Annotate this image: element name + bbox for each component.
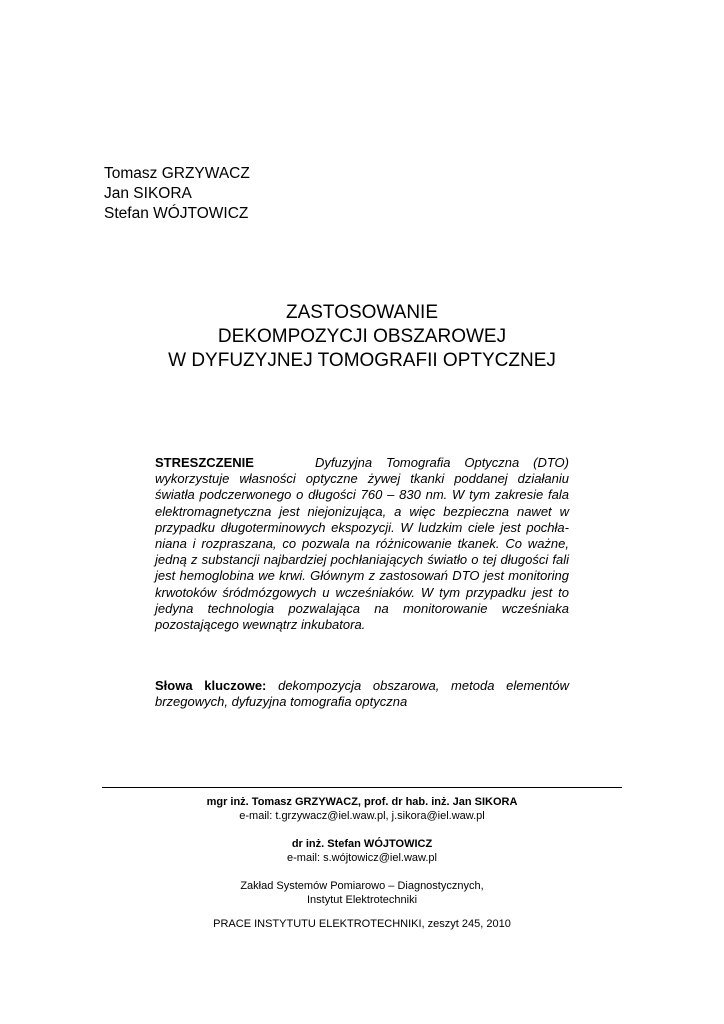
keywords-text: dekompozycja obszarowa, metoda elementów brzegowych, dyfuzyjna tomografia optyczna bbox=[155, 678, 569, 710]
author-name: Stefan WÓJTOWICZ bbox=[104, 205, 249, 222]
footer-author: dr inż. Stefan WÓJTOWICZ bbox=[291, 838, 433, 850]
author-name: Tomasz GRZYWACZ bbox=[104, 165, 250, 182]
author-name: Jan SIKORA bbox=[104, 185, 192, 202]
title-line: DEKOMPOZYCJI OBSZAROWEJ bbox=[217, 326, 507, 347]
title-line: W DYFUZYJNEJ TOMOGRAFII OPTYCZNEJ bbox=[168, 350, 556, 371]
footer-email: e-mail: s.wójtowicz@iel.waw.pl bbox=[287, 852, 437, 864]
abstract bbox=[155, 455, 569, 633]
footer-journal: PRACE INSTYTUTU ELEKTROTECHNIKI, zeszyt 245, 2010 bbox=[213, 918, 511, 930]
author-list bbox=[104, 164, 250, 224]
footer-authors: mgr inż. Tomasz GRZYWACZ, prof. dr hab. inż. Jan SIKORA bbox=[206, 796, 518, 808]
footnote-divider bbox=[102, 787, 622, 788]
footer-department: Zakład Systemów Pomiarowo – Diagnostycznych, bbox=[240, 880, 484, 892]
footer-email: e-mail: t.grzywacz@iel.waw.pl, j.sikora@iel.waw.pl bbox=[239, 810, 485, 822]
keywords-heading: Słowa kluczowe: bbox=[155, 678, 267, 693]
keywords bbox=[155, 678, 569, 710]
abstract-heading: STRESZCZENIE bbox=[155, 455, 254, 470]
abstract-text: Dyfuzyjna Tomografia Optyczna (DTO) wykorzystuje własności optyczne żywej tkanki poddanej działaniu światła podczerwonego o długości 760 – 830 nm. W tym zakresie fala elektromagnetyczna jest niejonizująca, a więc bezpieczna nawet w przypadku długoterminowych ekspozycji. W ludzkim ciele jest pochłaniana i rozpraszana, co pozwala na różnicowanie tkanek. Co ważne, jedną z substancji najbardziej pochłaniających światło o tej długości fali jest hemoglobina we krwi. Głównym z zastosowań DTO jest monitoring krwotoków śródmózgowych u wcześniaków. W tym przypadku jest to jedyna technologia pozwalająca na monitorowanie wcześniaka pozostającego wewnątrz inkubatora. bbox=[155, 455, 569, 633]
footer-institute: Instytut Elektrotechniki bbox=[306, 894, 418, 906]
paper-title bbox=[0, 301, 724, 373]
title-line: ZASTOSOWANIE bbox=[285, 302, 439, 323]
affiliation-footer bbox=[0, 795, 724, 931]
